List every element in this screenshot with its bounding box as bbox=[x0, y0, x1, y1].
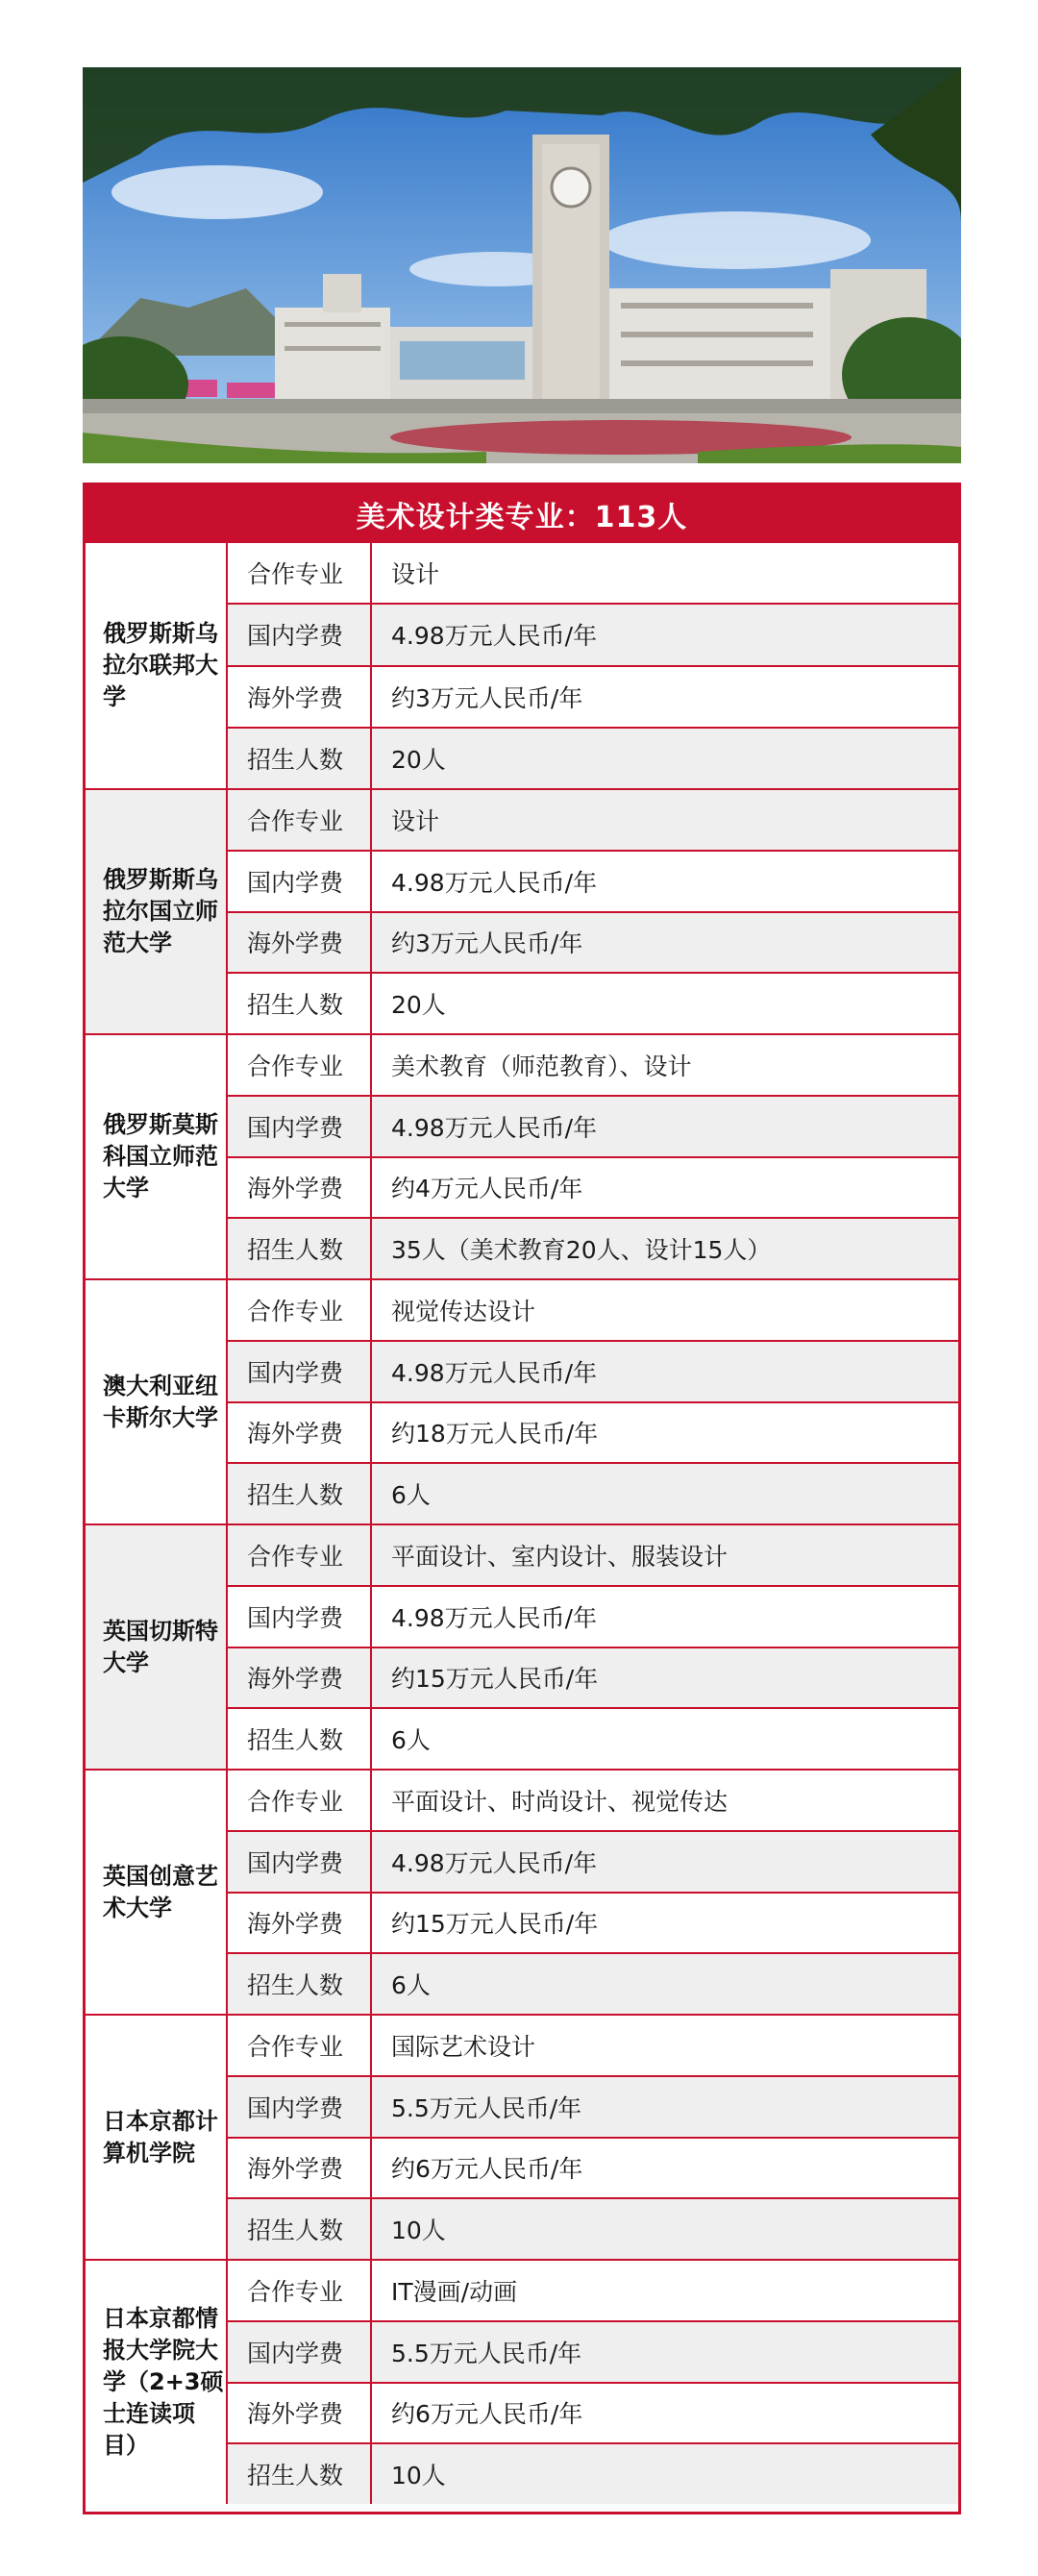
row-value: 约3万元人民币/年 bbox=[391, 683, 583, 712]
row-value: 6人 bbox=[391, 1726, 431, 1755]
table-row bbox=[228, 2320, 958, 2382]
school-group bbox=[86, 788, 958, 1033]
row-value: 10人 bbox=[372, 2444, 958, 2504]
row-label: 招生人数 bbox=[228, 1954, 372, 2014]
row-label: 海外学费 bbox=[228, 1158, 372, 1218]
row-value: 设计 bbox=[391, 560, 440, 589]
table-row bbox=[228, 1156, 958, 1218]
table-row bbox=[228, 1647, 958, 1708]
table-row bbox=[228, 1280, 958, 1340]
row-value: 10人 bbox=[372, 2199, 958, 2259]
row-label: 国内学费 bbox=[228, 2077, 372, 2137]
row-value: 约4万元人民币/年 bbox=[391, 1175, 583, 1203]
row-label: 海外学费 bbox=[228, 2139, 372, 2198]
school-group bbox=[86, 2014, 958, 2259]
table-row bbox=[228, 1035, 958, 1095]
row-label: 海外学费 bbox=[228, 913, 372, 973]
table-row bbox=[228, 1585, 958, 1647]
table-row bbox=[228, 2137, 958, 2198]
table-row bbox=[228, 2016, 958, 2075]
table-row bbox=[228, 665, 958, 727]
row-label: 国内学费 bbox=[228, 1097, 372, 1156]
school-group bbox=[86, 1523, 958, 1769]
table-row bbox=[228, 1952, 958, 2014]
row-label: 合作专业 bbox=[228, 2261, 372, 2320]
majors-table bbox=[83, 483, 961, 2514]
row-value: 4.98万元人民币/年 bbox=[372, 1342, 958, 1401]
row-value: 35人（美术教育20人、设计15人） bbox=[372, 1219, 958, 1278]
table-row bbox=[228, 1771, 958, 1830]
row-value: 约3万元人民币/年 bbox=[372, 913, 958, 973]
row-value: 约15万元人民币/年 bbox=[372, 1648, 958, 1708]
table-row bbox=[228, 1525, 958, 1585]
table-row bbox=[228, 1095, 958, 1156]
row-label: 合作专业 bbox=[228, 790, 372, 850]
row-label: 海外学费 bbox=[228, 1894, 372, 1953]
table-row bbox=[228, 911, 958, 973]
table-row bbox=[228, 727, 958, 788]
school-name: 英国切斯特大学 bbox=[86, 1525, 228, 1769]
row-value: 20人 bbox=[391, 991, 446, 1020]
table-row bbox=[228, 972, 958, 1033]
row-label: 招生人数 bbox=[228, 974, 372, 1033]
row-label: 合作专业 bbox=[228, 1771, 372, 1830]
row-value: 美术教育（师范教育）、设计 bbox=[391, 1052, 692, 1080]
row-label: 招生人数 bbox=[228, 1709, 372, 1769]
row-value: 平面设计、时尚设计、视觉传达 bbox=[391, 1787, 729, 1816]
row-label: 合作专业 bbox=[228, 1035, 372, 1095]
row-value: 约18万元人民币/年 bbox=[391, 1420, 599, 1449]
school-name: 俄罗斯莫斯科国立师范大学 bbox=[86, 1035, 228, 1278]
table-row bbox=[228, 2197, 958, 2259]
row-value: 约6万元人民币/年 bbox=[391, 2400, 583, 2429]
school-group bbox=[86, 1769, 958, 2014]
row-label: 国内学费 bbox=[228, 852, 372, 911]
table-row bbox=[228, 2442, 958, 2504]
table-row bbox=[228, 1217, 958, 1278]
table-row bbox=[228, 603, 958, 664]
school-group bbox=[86, 2259, 958, 2504]
table-title: 美术设计类专业：113人 bbox=[86, 485, 958, 543]
school-name: 日本京都计算机学院 bbox=[86, 2016, 228, 2259]
table-row bbox=[228, 1462, 958, 1523]
school-name: 俄罗斯斯乌拉尔联邦大学 bbox=[86, 543, 228, 788]
row-value: 20人 bbox=[372, 729, 958, 788]
row-value: IT漫画/动画 bbox=[391, 2277, 518, 2306]
table-row bbox=[228, 1707, 958, 1769]
row-value: 视觉传达设计 bbox=[391, 1297, 536, 1325]
row-value: 4.98万元人民币/年 bbox=[391, 868, 598, 897]
row-value: 4.98万元人民币/年 bbox=[372, 605, 958, 664]
row-label: 海外学费 bbox=[228, 667, 372, 727]
school-group bbox=[86, 1278, 958, 1523]
row-value: 5.5万元人民币/年 bbox=[372, 2322, 958, 2382]
school-group bbox=[86, 543, 958, 788]
table-row bbox=[228, 2075, 958, 2137]
row-label: 国内学费 bbox=[228, 1832, 372, 1892]
row-label: 国内学费 bbox=[228, 1342, 372, 1401]
row-label: 招生人数 bbox=[228, 1464, 372, 1523]
row-value: 约6万元人民币/年 bbox=[391, 2155, 583, 2184]
row-label: 海外学费 bbox=[228, 1648, 372, 1708]
row-label: 合作专业 bbox=[228, 2016, 372, 2075]
row-value: 4.98万元人民币/年 bbox=[372, 1097, 958, 1156]
school-group bbox=[86, 1033, 958, 1278]
table-row bbox=[228, 1892, 958, 1953]
row-label: 国内学费 bbox=[228, 605, 372, 664]
school-name: 澳大利亚纽卡斯尔大学 bbox=[86, 1280, 228, 1523]
row-value: 5.5万元人民币/年 bbox=[372, 2077, 958, 2137]
row-value: 设计 bbox=[372, 790, 958, 850]
row-value: 4.98万元人民币/年 bbox=[391, 1603, 598, 1632]
table-row bbox=[228, 790, 958, 850]
table-row bbox=[228, 2261, 958, 2320]
row-value: 国际艺术设计 bbox=[391, 2032, 536, 2061]
row-label: 合作专业 bbox=[228, 1280, 372, 1340]
row-label: 国内学费 bbox=[228, 2322, 372, 2382]
row-label: 合作专业 bbox=[228, 1525, 372, 1585]
row-label: 海外学费 bbox=[228, 1403, 372, 1463]
row-value: 6人 bbox=[372, 1954, 958, 2014]
row-label: 海外学费 bbox=[228, 2384, 372, 2443]
table-row bbox=[228, 1401, 958, 1463]
table-row bbox=[228, 543, 958, 603]
table-row bbox=[228, 1340, 958, 1401]
table-row bbox=[228, 2382, 958, 2443]
row-value: 6人 bbox=[372, 1464, 958, 1523]
table-row bbox=[228, 1830, 958, 1892]
school-name: 英国创意艺术大学 bbox=[86, 1771, 228, 2014]
school-name: 日本京都情报大学院大学（2+3硕士连读项目） bbox=[86, 2261, 228, 2504]
row-label: 招生人数 bbox=[228, 2199, 372, 2259]
row-label: 招生人数 bbox=[228, 1219, 372, 1278]
table-row bbox=[228, 850, 958, 911]
row-label: 合作专业 bbox=[228, 543, 372, 603]
row-value: 4.98万元人民币/年 bbox=[372, 1832, 958, 1892]
row-value: 约15万元人民币/年 bbox=[391, 1910, 599, 1939]
row-label: 招生人数 bbox=[228, 729, 372, 788]
campus-photo bbox=[83, 67, 961, 463]
school-name: 俄罗斯斯乌拉尔国立师范大学 bbox=[86, 790, 228, 1033]
row-value: 平面设计、室内设计、服装设计 bbox=[372, 1525, 958, 1585]
row-label: 国内学费 bbox=[228, 1587, 372, 1647]
row-label: 招生人数 bbox=[228, 2444, 372, 2504]
